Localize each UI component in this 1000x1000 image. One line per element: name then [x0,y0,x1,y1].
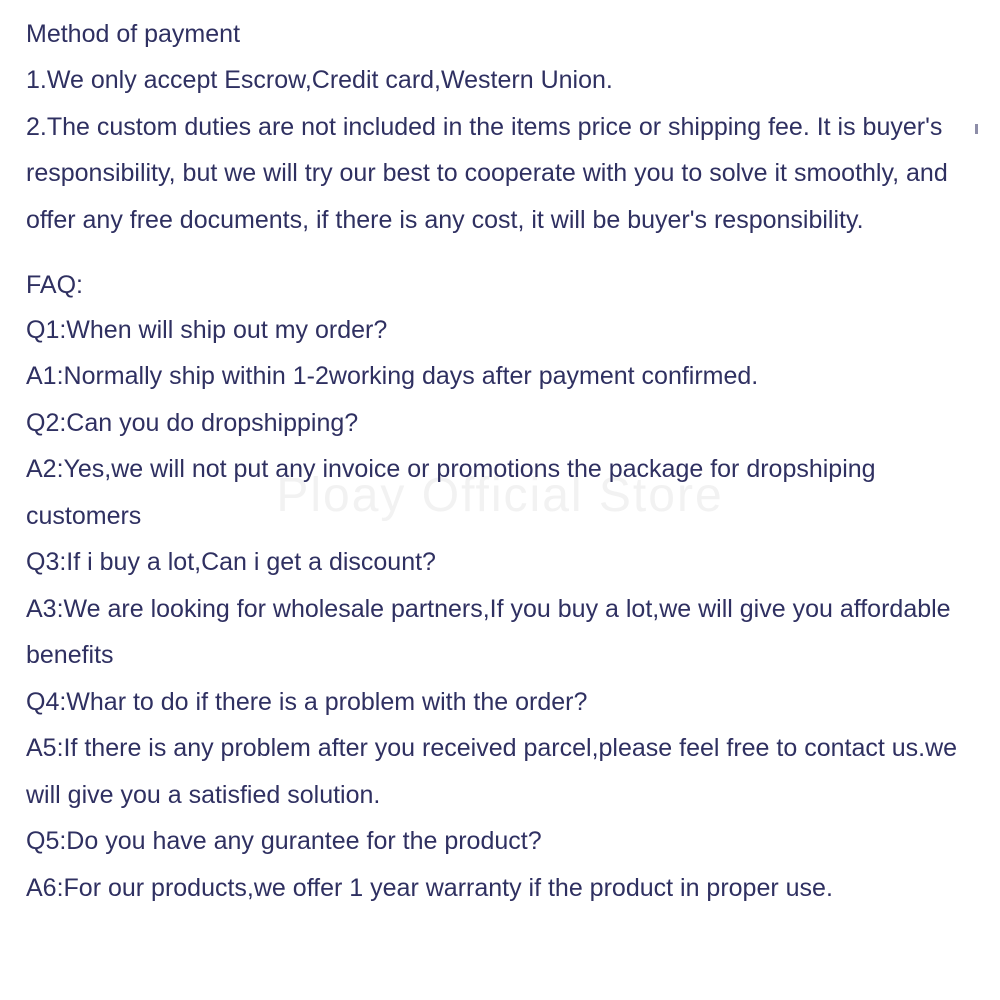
payment-item-1: 1.We only accept Escrow,Credit card,Western Union. [26,66,613,94]
faq-question-3: Q3:If i buy a lot,Can i get a discount? [26,548,436,576]
payment-item-2: 2.The custom duties are not included in the items price or shipping fee. It is buyer's responsibility, but we will try our best to cooperate with you to solve it smoothly, and offer any free documents, if there is any cost, it will be buyer's responsibility. [26,112,948,234]
faq-answer-5: A6:For our products,we offer 1 year warranty if the product in proper use. [26,873,833,902]
section-spacer [26,243,976,267]
faq-answer-1: A1:Normally ship within 1-2working days after payment confirmed. [26,362,759,390]
faq-question-4: Q4:Whar to do if there is a problem with the order? [26,687,588,716]
faq-question-2: Q2:Can you do dropshipping? [26,408,359,437]
faq-answer-2: A2:Yes,we will not put any invoice or promotions the package for dropshiping customers [26,455,876,530]
stray-ink-mark [975,124,978,134]
document-content [26,18,976,911]
faq-section-heading: FAQ: [26,271,83,299]
faq-question-5: Q5:Do you have any gurantee for the product? [26,827,542,855]
payment-section-heading: Method of payment [26,20,241,48]
store-watermark: Ploay Official Store [276,469,724,522]
faq-answer-3: A3:We are looking for wholesale partners,If you buy a lot,we will give you affordable benefits [26,594,951,669]
faq-question-1: Q1:When will ship out my order? [26,315,388,344]
faq-answer-4: A5:If there is any problem after you received parcel,please feel free to contact us.we will give you a satisfied solution. [26,734,958,809]
